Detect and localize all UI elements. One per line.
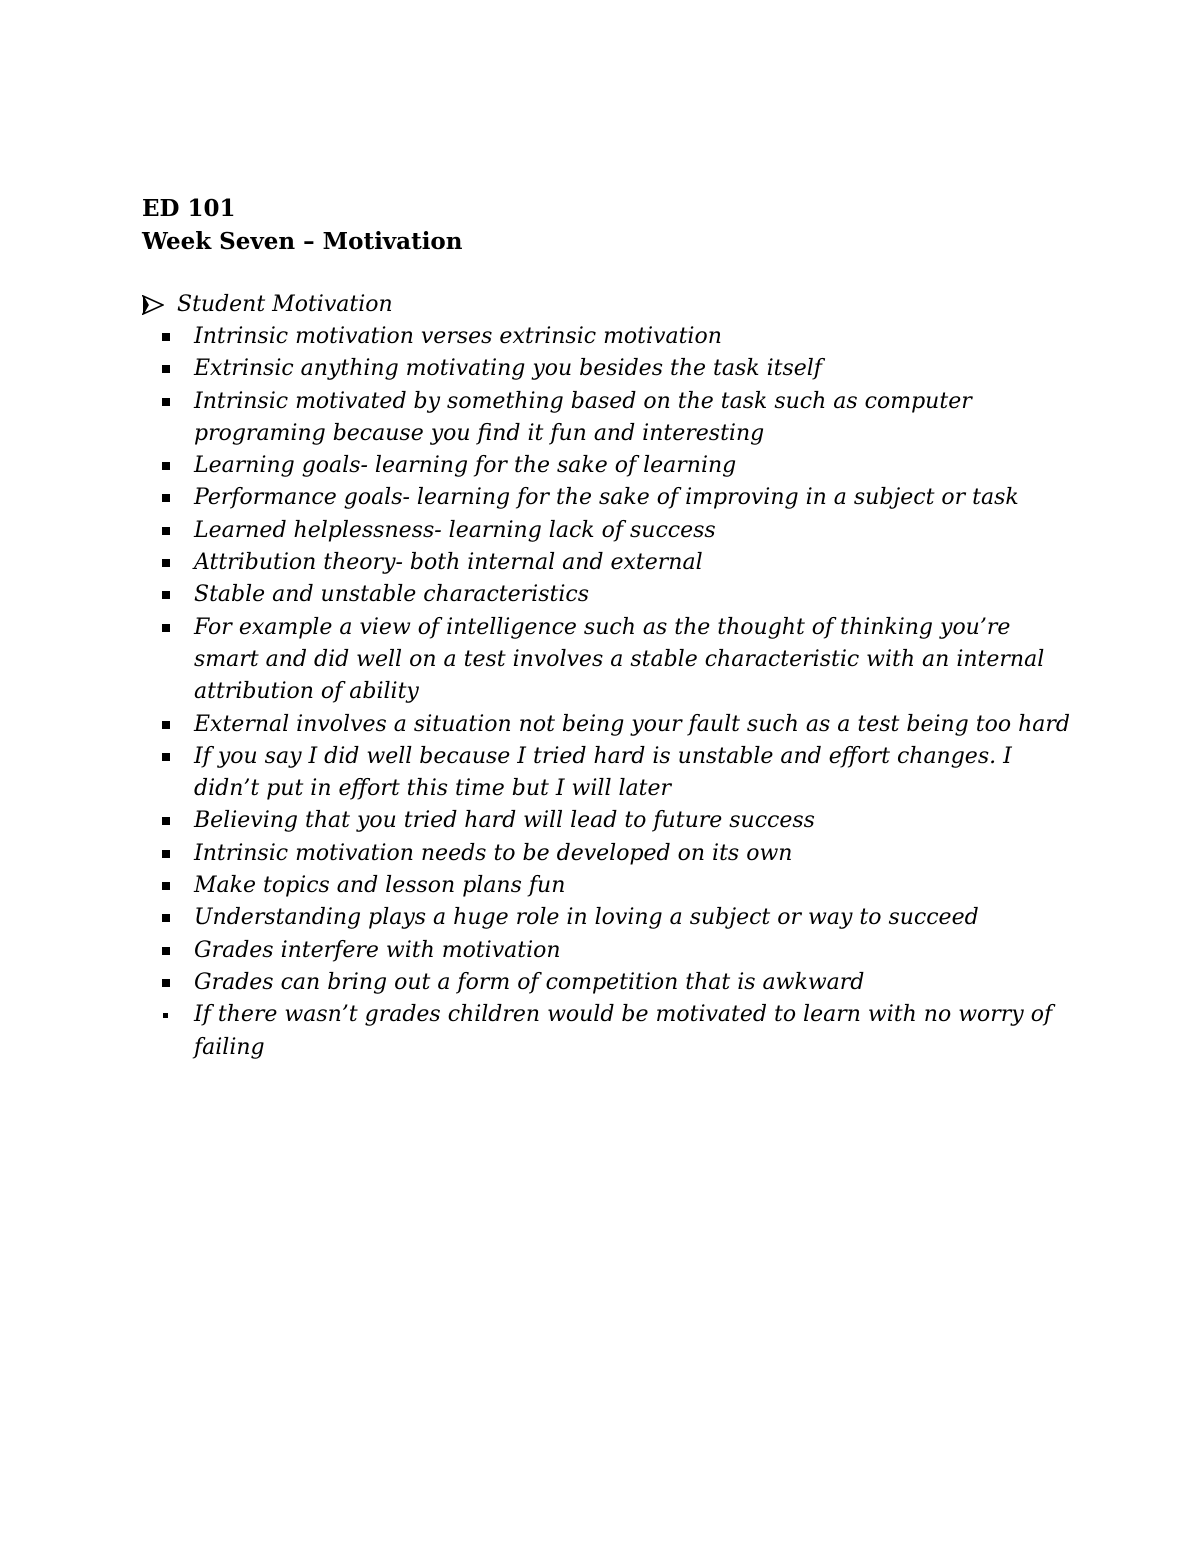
list-item bbox=[194, 612, 1072, 709]
list-item bbox=[194, 579, 1072, 611]
square-bullet-icon bbox=[162, 850, 170, 858]
square-bullet-icon bbox=[162, 494, 170, 502]
square-bullet-icon bbox=[162, 721, 170, 729]
list-item bbox=[194, 805, 1072, 837]
section-heading-row bbox=[142, 289, 1072, 321]
square-bullet-icon bbox=[162, 914, 170, 922]
square-bullet-icon bbox=[162, 559, 170, 567]
list-item bbox=[194, 321, 1072, 353]
list-item-text: Stable and unstable characteristics bbox=[194, 582, 589, 608]
list-item bbox=[194, 967, 1072, 999]
document-content bbox=[142, 192, 1072, 1064]
list-item bbox=[194, 999, 1072, 1064]
list-item-text: Understanding plays a huge role in loving a subject or way to succeed bbox=[194, 905, 979, 931]
list-item bbox=[194, 482, 1072, 514]
list-item-text: External involves a situation not being your fault such as a test being too hard bbox=[194, 711, 1070, 737]
square-bullet-icon bbox=[162, 817, 170, 825]
list-item-text: If there wasn’t grades children would be motivated to learn with no worry of failing bbox=[194, 1002, 1053, 1060]
list-item-text: Intrinsic motivation needs to be developed on its own bbox=[194, 840, 793, 866]
list-item-text: Intrinsic motivation verses extrinsic motivation bbox=[194, 324, 722, 349]
list-item bbox=[194, 870, 1072, 902]
square-bullet-icon bbox=[162, 947, 170, 955]
list-item bbox=[194, 709, 1072, 741]
list-item-text: Grades can bring out a form of competition that is awkward bbox=[194, 969, 865, 995]
square-bullet-icon bbox=[162, 591, 170, 599]
square-bullet-icon bbox=[162, 624, 170, 632]
list-item-text: Make topics and lesson plans fun bbox=[194, 873, 566, 899]
list-item bbox=[194, 902, 1072, 934]
list-item-text: Intrinsic motivated by something based on the task such as computer programing because you find it fun and interesting bbox=[194, 388, 972, 446]
list-item bbox=[194, 547, 1072, 579]
list-item bbox=[194, 353, 1072, 385]
list-item-text: Learned helplessness- learning lack of success bbox=[194, 517, 716, 543]
section-heading: Student Motivation bbox=[177, 292, 393, 317]
list-item-text: For example a view of intelligence such as the thought of thinking you’re smart and did well on a test involves a stable characteristic with an internal attribution of ability bbox=[194, 614, 1045, 705]
list-item-text: Believing that you tried hard will lead to future success bbox=[194, 808, 815, 834]
list-item-text: Learning goals- learning for the sake of learning bbox=[194, 453, 737, 479]
list-item bbox=[194, 386, 1072, 451]
list-item-text: Attribution theory- both internal and external bbox=[194, 550, 703, 576]
square-bullet-icon bbox=[162, 365, 170, 373]
arrow-bullet-icon bbox=[142, 295, 164, 315]
course-code: ED 101 bbox=[142, 195, 236, 222]
list-item-text: Performance goals- learning for the sake of improving in a subject or task bbox=[194, 485, 1019, 511]
square-bullet-icon bbox=[163, 1013, 168, 1018]
list-item-text: Grades interfere with motivation bbox=[194, 937, 561, 963]
notes-list bbox=[142, 321, 1072, 1064]
square-bullet-icon bbox=[162, 333, 170, 341]
square-bullet-icon bbox=[162, 527, 170, 535]
section-student-motivation bbox=[142, 289, 1072, 1064]
page-title: Week Seven – Motivation bbox=[142, 228, 463, 255]
square-bullet-icon bbox=[162, 979, 170, 987]
list-item bbox=[194, 838, 1072, 870]
list-item bbox=[194, 935, 1072, 967]
square-bullet-icon bbox=[162, 398, 170, 406]
square-bullet-icon bbox=[162, 882, 170, 890]
list-item bbox=[194, 450, 1072, 482]
list-item-text: Extrinsic anything motivating you besides the task itself bbox=[194, 356, 822, 382]
square-bullet-icon bbox=[162, 462, 170, 470]
list-item bbox=[194, 741, 1072, 806]
list-item bbox=[194, 515, 1072, 547]
list-item-text: If you say I did well because I tried hard is unstable and effort changes. I didn’t put in effort this time but I will later bbox=[194, 743, 1012, 802]
square-bullet-icon bbox=[162, 753, 170, 761]
